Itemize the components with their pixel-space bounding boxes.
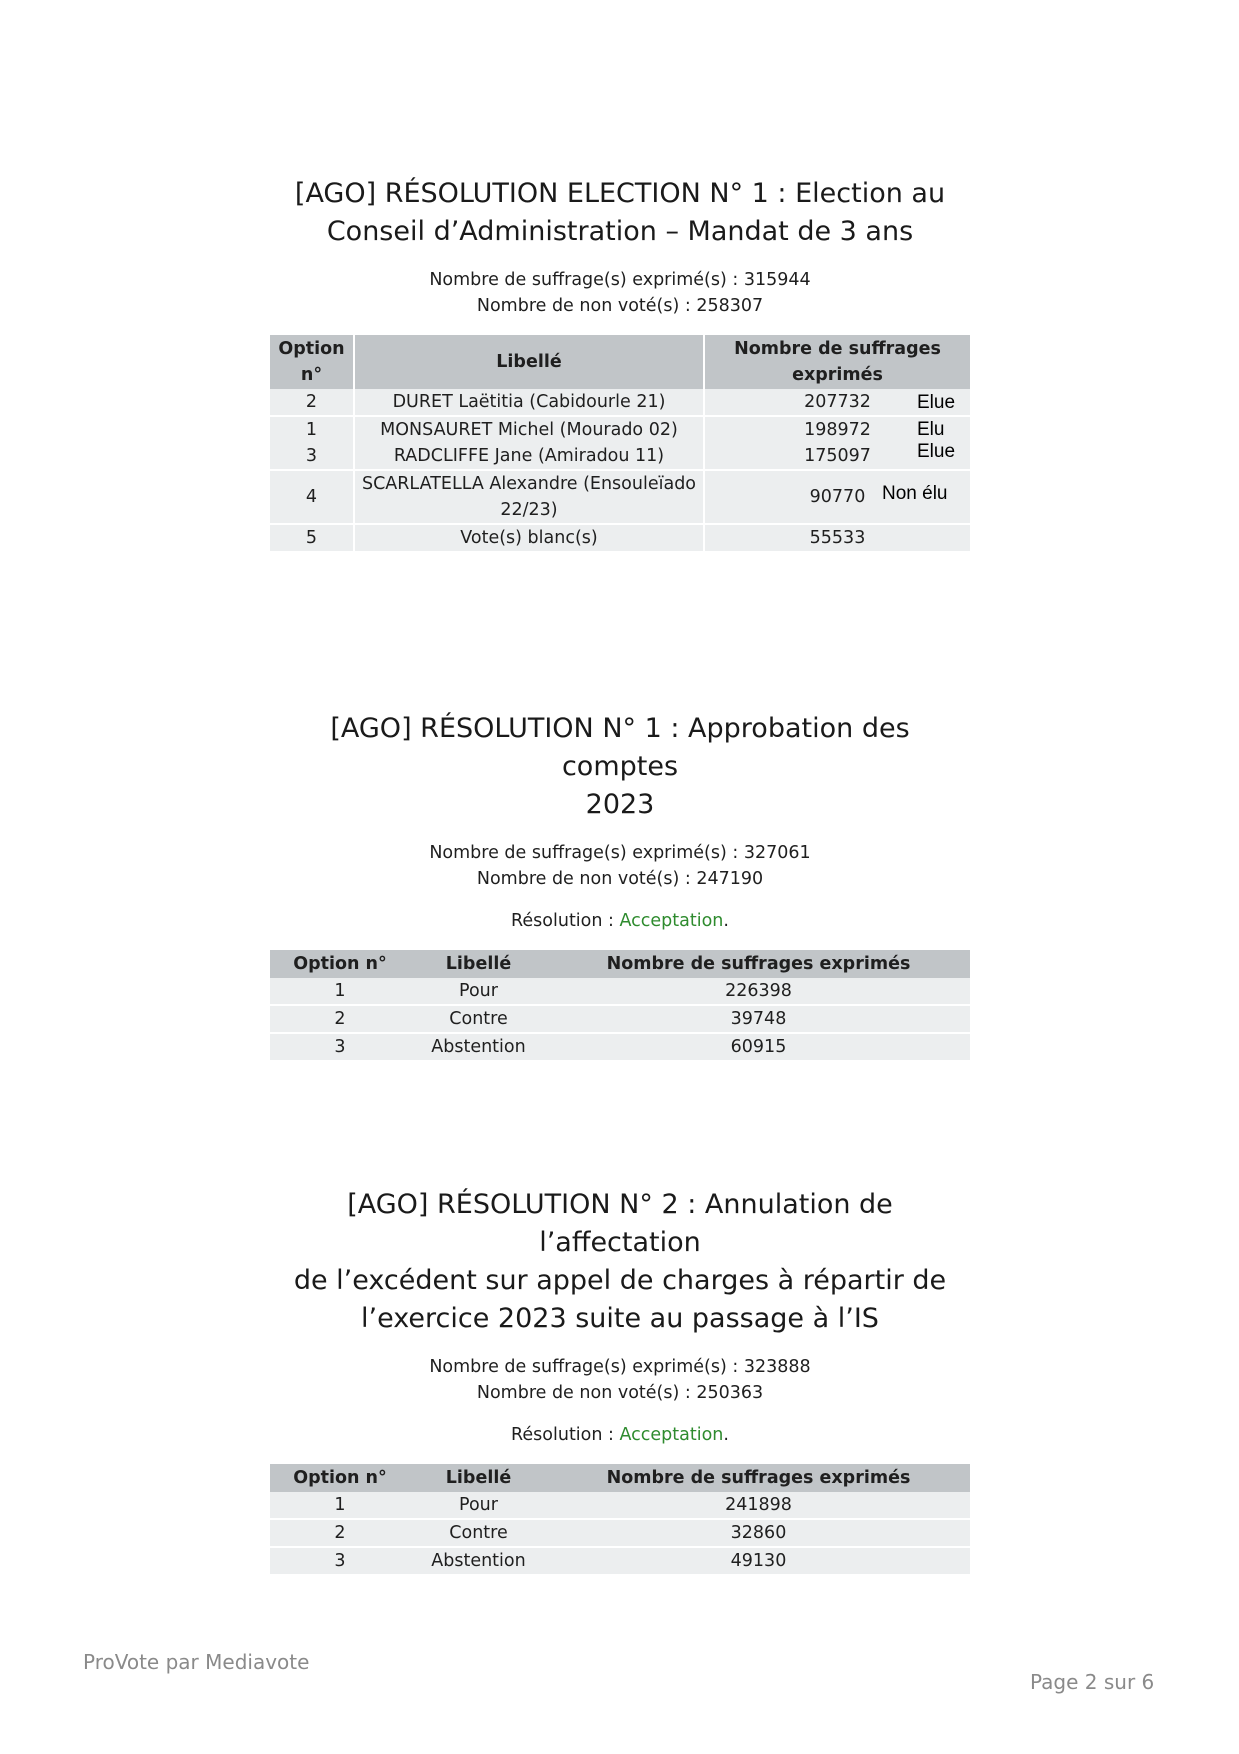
table-header-row (270, 950, 970, 978)
resolution2-result-value: Acceptation (619, 1425, 724, 1445)
resolution2-title-line3: l’exercice 2023 suite au passage à l’IS (361, 1303, 879, 1334)
header-option: Option n° (270, 1464, 410, 1492)
cell-nombre: 90770 (704, 470, 970, 524)
cell-libelle: DURET Laëtitia (Cabidourle 21) (354, 389, 704, 416)
table-row (270, 1492, 970, 1519)
table-row (270, 978, 970, 1005)
cell-option: 1 (270, 978, 410, 1005)
resolution2-non-votes: Nombre de non voté(s) : 250363 (476, 1383, 764, 1403)
election-table-wrap (270, 335, 970, 551)
resolution1-result-label: Résolution : (511, 911, 620, 931)
election-stats (270, 267, 970, 319)
cell-libelle: Pour (410, 978, 547, 1005)
resolution2-title (270, 1186, 970, 1338)
table-row (270, 416, 970, 443)
cell-libelle: RADCLIFFE Jane (Amiradou 11) (354, 443, 704, 470)
resolution1-title (270, 710, 970, 824)
footer-page-number: Page 2 sur 6 (1030, 1670, 1155, 1694)
resolution1-table (270, 950, 970, 1060)
table-row (270, 470, 970, 524)
cell-option: 2 (270, 1005, 410, 1033)
table-row (270, 1519, 970, 1547)
cell-nombre: 60915 (547, 1033, 970, 1060)
cell-nombre: 55533 (704, 524, 970, 551)
cell-option: 2 (270, 1519, 410, 1547)
header-option (270, 335, 354, 389)
resolution2-result (270, 1422, 970, 1448)
table-header-row (270, 335, 970, 389)
cell-nombre: 32860 (547, 1519, 970, 1547)
cell-nombre: 207732 (704, 389, 970, 416)
cell-option: 2 (270, 389, 354, 416)
resolution1-result (270, 908, 970, 934)
resolution1-title-line2: 2023 (585, 789, 655, 820)
cell-libelle: Abstention (410, 1547, 547, 1574)
resolution1-suffrages: Nombre de suffrage(s) exprimé(s) : 327061 (429, 843, 811, 863)
status-elu: Elu (917, 419, 945, 440)
header-nombre (704, 335, 970, 389)
cell-nombre: 226398 (547, 978, 970, 1005)
cell-nombre: 49130 (547, 1547, 970, 1574)
cell-nombre: 175097 (704, 443, 970, 470)
status-elue-2: Elue (917, 441, 956, 462)
status-non-elu: Non élu (882, 483, 948, 504)
election-section (270, 175, 970, 551)
resolution2-result-period: . (723, 1425, 729, 1445)
cell-option: 4 (270, 470, 354, 524)
election-title-line1: [AGO] RÉSOLUTION ELECTION N° 1 : Election au (294, 178, 946, 209)
table-row (270, 524, 970, 551)
cell-libelle: Contre (410, 1005, 547, 1033)
election-table (270, 335, 970, 551)
election-non-votes: Nombre de non voté(s) : 258307 (476, 296, 764, 316)
election-title (270, 175, 970, 251)
resolution1-section (270, 710, 970, 1060)
cell-libelle-line2: 22/23) (500, 500, 558, 520)
resolution1-title-line1: [AGO] RÉSOLUTION N° 1 : Approbation des comptes (330, 713, 910, 782)
cell-libelle: Vote(s) blanc(s) (354, 524, 704, 551)
footer-brand: ProVote par Mediavote (83, 1650, 310, 1674)
header-libelle: Libellé (410, 950, 547, 978)
election-suffrages: Nombre de suffrage(s) exprimé(s) : 315944 (429, 270, 811, 290)
resolution1-non-votes: Nombre de non voté(s) : 247190 (476, 869, 764, 889)
cell-option: 3 (270, 1547, 410, 1574)
resolution2-title-line2: de l’excédent sur appel de charges à répartir de (293, 1265, 947, 1296)
cell-libelle-line1: SCARLATELLA Alexandre (Ensouleïado (361, 474, 697, 494)
header-libelle: Libellé (410, 1464, 547, 1492)
status-elue-1: Elue (917, 392, 956, 413)
cell-libelle: Contre (410, 1519, 547, 1547)
resolution2-suffrages: Nombre de suffrage(s) exprimé(s) : 323888 (429, 1357, 811, 1377)
resolution2-stats (270, 1354, 970, 1406)
resolution1-result-period: . (723, 911, 729, 931)
resolution1-result-value: Acceptation (619, 911, 724, 931)
resolution2-title-line1: [AGO] RÉSOLUTION N° 2 : Annulation de l’affectation (347, 1189, 893, 1258)
header-nombre: Nombre de suffrages exprimés (547, 1464, 970, 1492)
table-row (270, 1547, 970, 1574)
cell-option: 1 (270, 1492, 410, 1519)
table-row (270, 1005, 970, 1033)
header-libelle: Libellé (354, 335, 704, 389)
cell-option: 3 (270, 1033, 410, 1060)
cell-option: 3 (270, 443, 354, 470)
table-row (270, 1033, 970, 1060)
cell-libelle: MONSAURET Michel (Mourado 02) (354, 416, 704, 443)
cell-libelle: Abstention (410, 1033, 547, 1060)
table-row (270, 389, 970, 416)
resolution2-section (270, 1186, 970, 1574)
cell-libelle: Pour (410, 1492, 547, 1519)
resolution1-stats (270, 840, 970, 892)
cell-libelle (354, 470, 704, 524)
cell-option: 1 (270, 416, 354, 443)
header-nombre-line1: Nombre de suffrages (734, 339, 941, 359)
header-option-line1: Option (278, 339, 345, 359)
cell-nombre: 39748 (547, 1005, 970, 1033)
resolution2-result-label: Résolution : (511, 1425, 620, 1445)
header-option-line2: n° (300, 365, 323, 385)
cell-option: 5 (270, 524, 354, 551)
header-nombre: Nombre de suffrages exprimés (547, 950, 970, 978)
table-header-row (270, 1464, 970, 1492)
header-nombre-line2: exprimés (792, 365, 883, 385)
table-row (270, 443, 970, 470)
cell-nombre: 198972 (704, 416, 970, 443)
header-option: Option n° (270, 950, 410, 978)
election-title-line2: Conseil d’Administration – Mandat de 3 ans (326, 216, 914, 247)
cell-nombre: 241898 (547, 1492, 970, 1519)
resolution2-table (270, 1464, 970, 1574)
